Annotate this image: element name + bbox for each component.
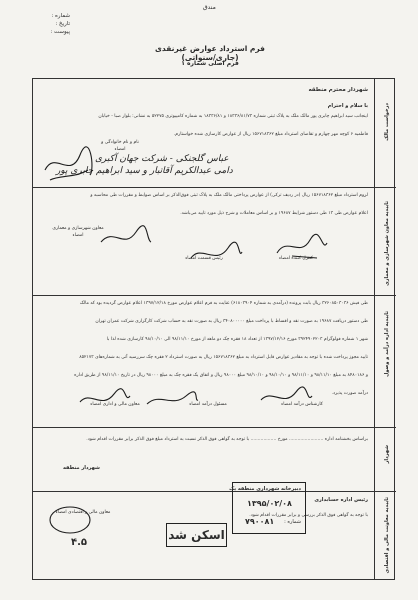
addressee: شهردار محترم منطقه: [308, 87, 368, 93]
urban-text-1: لزوم استرداد مبلغ ۱۵۶۷۱۸۳۶۲ ریال (در ردیف ترکی) از عوارض پرداختی مالک ملک به پلاک ثبتی فوق‌الذکر بر اساس ضوابط و مقررات طی محاسبه و: [90, 193, 368, 198]
finance-signature-scribble: [44, 500, 99, 540]
owner-signature-label: نام و نام خانوادگی و امضاء: [101, 140, 139, 152]
handwriting-co-owner-name: دامی عبدالکریم آقاتبار و سید ابراهیم جابری پور: [56, 166, 233, 176]
revenue-head-signature-scribble: [142, 386, 202, 414]
section-label-owner-request: درخواست مالک: [384, 103, 390, 141]
section-head-signature-label: رئیس قسمت امضاء: [185, 256, 223, 261]
section-label-mayor: شهردار: [384, 445, 390, 464]
letter-meta: [12, 12, 70, 36]
revenue-head-signature-label: مسئول درآمد امضاء: [189, 402, 227, 407]
controller-signature-scribble: [272, 228, 332, 263]
mayor-line-1: براساس بخشنامه اداره ........................ مورخ .................. با توجه به گواهی فوق الذکر نسبت به استرداد مبلغ فوق الذکر برابر مقررات اقدام شود.: [86, 437, 368, 442]
meta-number-label: شماره :: [51, 13, 70, 19]
handwritten-note: ۴.۵: [71, 537, 88, 548]
greeting: با سلام و احترام: [327, 103, 368, 109]
divider: [33, 491, 396, 492]
page-title: فرم استرداد عوارض غیرنقدی (جاری/سنواتی): [155, 44, 265, 62]
handwriting-owner-name: عباس گلجنکی - شرکت جهان آکبری: [95, 154, 229, 164]
secretariat-stamp-number-label: شماره :: [284, 519, 301, 525]
revenue-line-2: طی دستور دریافت ۱۹۶۸۷ به صورت نقد و اقساط با پرداخت مبلغ ۳۴۰۸۰۰۰۰۰ ریال به صورت نقد به حساب شرکت کارگزاری شرکت عمران تهران: [95, 319, 368, 324]
finance-line: با توجه به گواهی فوق الذکر بررسی و برابر مقررات اقدام شود.: [249, 513, 368, 518]
revenue-expert-signature-scribble: [256, 386, 316, 414]
section-label-urban-approval: تاییدیه معاون شهرسازی و معماری: [384, 201, 390, 286]
finance-deputy-signature-label: معاون مالی و اداری امضاء: [90, 402, 140, 407]
finance-signature-label: معاون مالی و اقتصادی امضاء: [55, 510, 111, 515]
revenue-line-4: تایید مجوز پرداخت شده با توجه به مقادیر عوارض قابل استرداد به مبلغ ۱۵۶۷۱۸۳۶۲ ریال به صورت استرداد ۲ فقره چک سررسید آتی به شماره‌های ۸۵۲۱۷۳: [79, 355, 368, 360]
owner-signature-scribble: [40, 140, 100, 190]
accounting-head: رئیس اداره حسابداری: [314, 497, 368, 503]
deputy-urban-signature-label: معاون شهرسازی و معماری امضاء: [52, 226, 104, 238]
scanned-stamp: اسکن شد: [166, 523, 227, 547]
meta-date-label: تاریخ :: [55, 21, 70, 27]
request-line-2: فاطمیه ۶ کوچه مهر چهارم و تقاضای استرداد مبلغ ۱۵۶۷۱۸۳۶۲ ریال از عوارض کارسازی شده خواستارم.: [173, 132, 368, 137]
revenue-line-3: شهر ۱ شماره فولوگرام ۳۹۲۴۹۰۲۲۰۳ مورخ ۱۳۹۷/۱۲/۱۶ از تعداد ۱۸ فقره چک دو ماهه از مورخ ۹۸/۱۱/۱۰ الی ۹۸/۱۰/۱۰ کارسازی شده لذا با: [106, 337, 368, 342]
urban-text-2: اعلام عوارض طی ۱۳ طی دستور شرایط ۱۹۶۸۷ و بر اساس معاملات و شرح ذیل مورد تایید می‌باشد.: [180, 211, 368, 216]
divider: [33, 295, 396, 296]
request-line-1: اینجانب سید ابراهیم چابری پور مالک ملک به پلاک ثبتی شماره ۱۸۳۳۶/۸۱/۷۳ و ۱۸۳۳۶/۸۱ به شماره کامپیوتری ۵۲۲۷۵ به نشانی: بلوار صبا - خیابان: [98, 114, 368, 119]
secretariat-stamp: [229, 482, 306, 534]
secretariat-stamp-title: دبیرخانه شهرداری منطقه یک: [229, 486, 301, 492]
meta-attachment-label: پیوست :: [50, 29, 70, 35]
deputy-urban-signature-scribble: [96, 222, 156, 252]
secretariat-stamp-number: ۷۹۰۰۸۱: [245, 517, 275, 526]
controller-signature-label: کنترل کننده امضاء: [278, 256, 314, 261]
revenue-line-6: درآمد صورت پذیرد.: [331, 391, 368, 396]
revenue-line-5: و ۸۴۸۰۱۸۶ به مبلغ ۹۸/۱۱/۱۰ و ۹۸/۱۱/۱۰ و ۹۸/۱۰/۱۰ و ۹۸/۱۰/۱۰ مبلغ ۹۸۰۰۰ ریال و اتفاق یک فقره چک به مبلغ ۹۸۰۰۰ ریال در تاریخ ۹۸/۱۱/۱۰ از طریق اداره: [74, 373, 368, 378]
form-number: فرم اصلی شماره ۱: [181, 60, 239, 67]
divider: [33, 427, 396, 428]
finance-deputy-signature-scribble: [74, 386, 134, 414]
mayor-signature-label: شهردار منطقه: [63, 465, 100, 471]
logo-text: مندق: [203, 4, 216, 11]
section-label-revenue-approval: تاییدیه اداره درآمد و وصول: [384, 311, 390, 377]
section-head-signature-scribble: [186, 240, 246, 270]
revenue-expert-signature-label: کارشناس درآمد امضاء: [281, 402, 323, 407]
secretariat-stamp-date: ۱۳۹۵/۰۲/۰۸: [247, 499, 292, 508]
section-label-finance-approval: تاییدیه معاونت مالی و اقتصادی: [384, 497, 390, 574]
revenue-line-1: طی فیش ۳۲۶۰۸۵۰۳۰۳۶ ریال بابت پرونده (درآمدی به شماره ۶۱۸۰۳۹۰۴) عنایت به فرم اعلام عوارض مورخ ۱۳۹۷/۱۲/۱۸ اعلام عوارض گردیده بود که مالک: [79, 301, 368, 306]
